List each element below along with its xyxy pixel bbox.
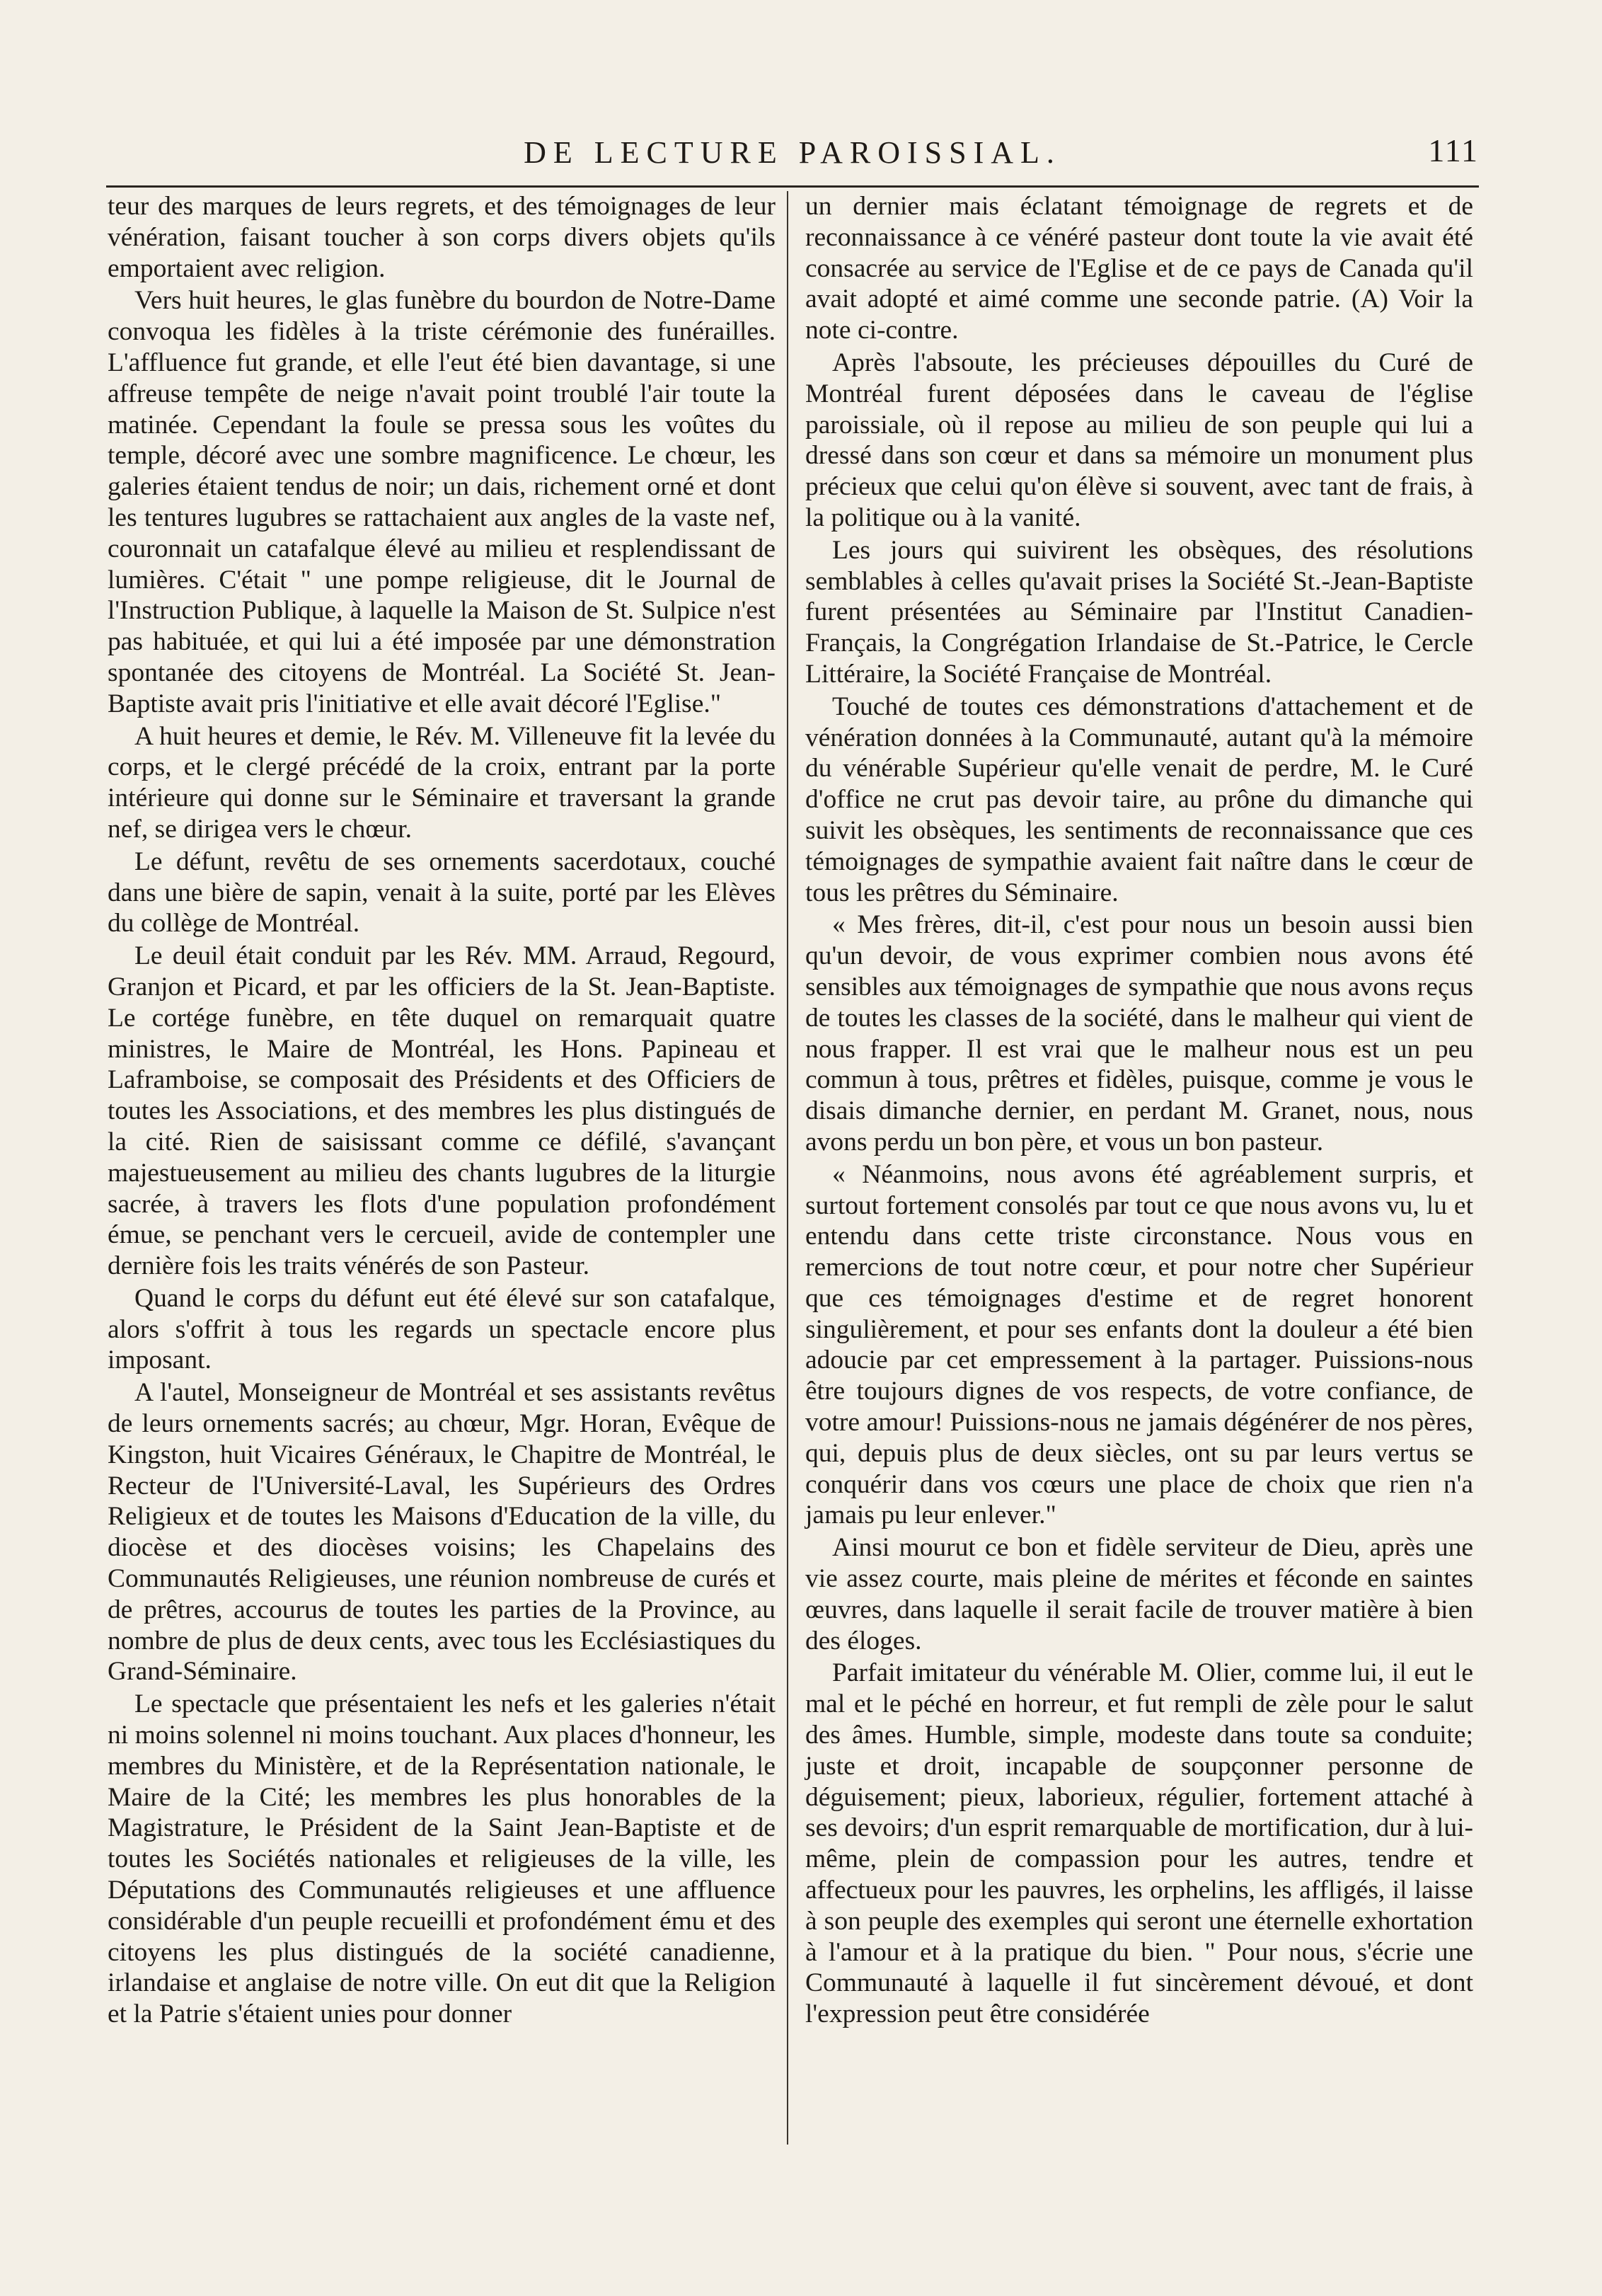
paragraph: « Néanmoins, nous avons été agréablement surpris, et surtout fortement consolés par tout ce que nous avons vu, lu et entendu dans cette triste circonstance. Nous vous en remercions de tout notre cœur, et pour notre cher Supérieur que ces témoignages d'estime et de regret honorent singulièrement, et pour ses enfants dont la douleur a été bien adoucie par cet empressement à la partager. Puissions-nous être toujours dignes de vos respects, de votre confiance, de votre amour! Puissions-nous ne jamais dégénérer de nos pères, qui, depuis plus de deux siècles, ont su par leurs vertus se conquérir dans vos cœurs une place de choix que rien n'a jamais pu leur enlever."	[805, 1159, 1473, 1530]
paragraph: Le deuil était conduit par les Rév. MM. Arraud, Regourd, Granjon et Picard, et par les officiers de la St. Jean-Baptiste. Le cortége funèbre, en tête duquel on remarquait quatre ministres, le Maire de Montréal, les Hons. Papineau et Laframboise, se composait des Présidents et des Officiers de toutes les Associations, et des membres les plus distingués de la cité. Rien de saisissant comme ce défilé, s'avançant majestueusement au milieu des chants lugubres de la liturgie sacrée, à travers les flots d'une population profondément émue, se penchant vers le cercueil, avide de contempler une dernière fois les traits vénérés de son Pasteur.	[108, 941, 776, 1281]
paragraph: Le défunt, revêtu de ses ornements sacerdotaux, couché dans une bière de sapin, venait à la suite, porté par les Elèves du collège de Montréal.	[108, 846, 776, 939]
paragraph: Le spectacle que présentaient les nefs et les galeries n'était ni moins solennel ni moins touchant. Aux places d'honneur, les membres du Ministère, et de la Représentation nationale, le Maire de la Cité; les membres les plus honorables de la Magistrature, le Président de la Saint Jean-Baptiste et de toutes les Sociétés nationales et religieuses de la ville, les Députations des Communautés religieuses et une affluence considérable d'un peuple recueilli et profondément ému et des citoyens les plus distingués de la société canadienne, irlandaise et anglaise de notre ville. On eut dit que la Religion et la Patrie s'étaient unies pour donner	[108, 1689, 776, 2029]
paragraph: Touché de toutes ces démonstrations d'attachement et de vénération données à la Communauté, autant qu'à la mémoire du vénérable Supérieur qu'elle venait de perdre, M. le Curé d'office ne crut pas devoir taire, au prône du dimanche qui suivit les obsèques, les sentiments de reconnaissance que ces témoignages de sympathie avaient fait naître dans le cœur de tous les prêtres du Séminaire.	[805, 691, 1473, 907]
page-header	[106, 129, 1479, 188]
left-column	[108, 191, 776, 2030]
paragraph: « Mes frères, dit-il, c'est pour nous un besoin aussi bien qu'un devoir, de vous exprimer combien nous avons été sensibles aux témoignages de sympathie que nous avons reçus de toutes les classes de la société, dans le malheur qui vient de nous frapper. Il est vrai que le malheur nous est un peu commun à tous, prêtres et fidèles, puisque, comme je vous le disais dimanche dernier, en perdant M. Granet, nous, nous avons perdu un bon père, et vous un bon pasteur.	[805, 910, 1473, 1156]
paragraph: teur des marques de leurs regrets, et des témoignages de leur vénération, faisant toucher à son corps divers objets qu'ils emportaient avec religion.	[108, 192, 776, 283]
right-column	[805, 191, 1473, 2030]
paragraph: Parfait imitateur du vénérable M. Olier, comme lui, il eut le mal et le péché en horreur, et fut rempli de zèle pour le salut des âmes. Humble, simple, modeste dans toute sa conduite; juste et droit, incapable de soupçonner personne de déguisement; pieux, laborieux, régulier, fortement attaché à ses devoirs; d'un esprit remarquable de mortification, dur à lui-même, plein de compassion pour les autres, tendre et affectueux pour les pauvres, les orphelins, les affligés, il laisse à son peuple des exemples qui seront une éternelle exhortation à l'amour et à la pratique du bien. " Pour nous, s'écrie une Communauté à laquelle il fut sincèrement dévoué, et dont l'expression peut être considérée	[805, 1658, 1473, 2029]
paragraph: un dernier mais éclatant témoignage de regrets et de reconnaissance à ce vénéré pasteur dont toute la vie avait été consacrée au service de l'Eglise et de ce pays de Canada qu'il avait adopté et aimé comme une seconde patrie. (A) Voir la note ci-contre.	[805, 192, 1473, 345]
column-divider	[787, 191, 788, 2145]
paragraph: Les jours qui suivirent les obsèques, des résolutions semblables à celles qu'avait prises la Société St.-Jean-Baptiste furent présentées au Séminaire par l'Institut Canadien-Français, la Congrégation Irlandaise de St.-Patrice, le Cercle Littéraire, la Société Française de Montréal.	[805, 535, 1473, 689]
paragraph: Vers huit heures, le glas funèbre du bourdon de Notre-Dame convoqua les fidèles à la triste cérémonie des funérailles. L'affluence fut grande, et elle l'eut été bien davantage, si une affreuse tempête de neige n'avait point troublé l'air toute la matinée. Cependant la foule se pressa sous les voûtes du temple, décoré avec une sombre magnificence. Le chœur, les galeries étaient tendus de noir; un dais, richement orné et dont les tentures lugubres se rattachaient aux angles de la vaste nef, couronnait un catafalque élevé au milieu et resplendissant de lumières. C'était " une pompe religieuse, dit le Journal de l'Instruction Publique, à laquelle la Maison de St. Sulpice n'est pas habituée, et qui lui a été imposée par une démonstration spontanée des citoyens de Montréal. La Société St. Jean-Baptiste avait pris l'initiative et elle avait décoré l'Eglise."	[108, 286, 776, 718]
page-number: 111	[1428, 132, 1479, 168]
paragraph: A huit heures et demie, le Rév. M. Villeneuve fit la levée du corps, et le clergé précédé de la croix, entrant par la porte intérieure qui donne sur le Séminaire et traversant la grande nef, se dirigea vers le chœur.	[108, 721, 776, 844]
paragraph: A l'autel, Monseigneur de Montréal et ses assistants revêtus de leurs ornements sacrés; au chœur, Mgr. Horan, Evêque de Kingston, huit Vicaires Généraux, le Chapitre de Montréal, le Recteur de l'Université-Laval, les Supérieurs des Ordres Religieux et de toutes les Maisons d'Education de la ville, du diocèse et des diocèses voisins; les Chapelains des Communautés Religieuses, une réunion nombreuse de curés et de prêtres, accourus de toutes les parties de la Province, au nombre de plus de deux cents, avec tous les Ecclésiastiques du Grand-Séminaire.	[108, 1378, 776, 1687]
paragraph: Quand le corps du défunt eut été élevé sur son catafalque, alors s'offrit à tous les regards un spectacle encore plus imposant.	[108, 1283, 776, 1375]
paragraph: Après l'absoute, les précieuses dépouilles du Curé de Montréal furent déposées dans le caveau de l'église paroissiale, où il repose au milieu de son peuple qui lui a dressé dans son cœur et dans sa mémoire un monument plus précieux que celui qu'on élève si souvent, avec tant de frais, à la politique ou à la vanité.	[805, 348, 1473, 532]
paragraph: Ainsi mourut ce bon et fidèle serviteur de Dieu, après une vie assez courte, mais pleine de mérites et féconde en saintes œuvres, dans laquelle il serait facile de trouver matière à bien des éloges.	[805, 1533, 1473, 1655]
running-title: DE LECTURE PAROISSIAL.	[524, 135, 1061, 170]
